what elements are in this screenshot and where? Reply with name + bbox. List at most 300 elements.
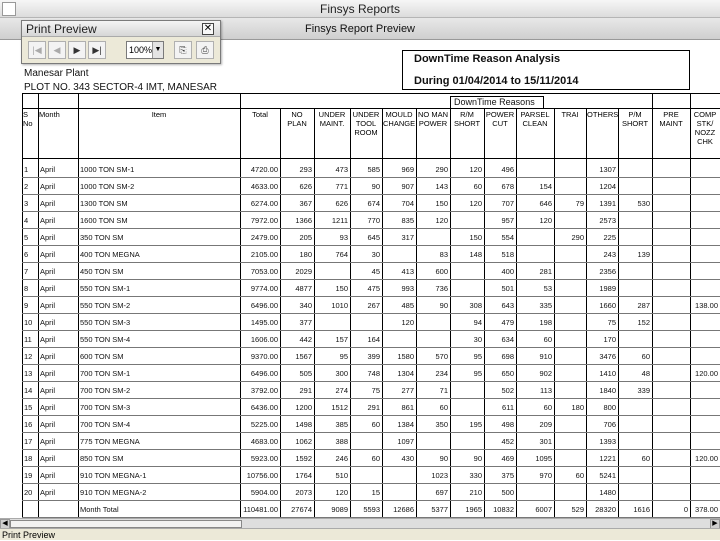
table-cell: 110481.00 (243, 505, 278, 514)
table-cell: 367 (299, 199, 312, 208)
table-cell: 281 (539, 267, 552, 276)
row-divider (22, 483, 720, 484)
column-header: R/M SHORT (453, 110, 481, 128)
company-name: Manesar Plant (24, 68, 89, 79)
table-cell: 95 (339, 352, 348, 361)
table-cell: 287 (637, 301, 650, 310)
table-cell: 430 (401, 454, 414, 463)
table-cell: 1062 (295, 437, 312, 446)
table-cell: 5923.00 (250, 454, 278, 463)
table-cell: 75 (371, 386, 380, 395)
table-cell: April (40, 233, 56, 242)
table-cell: 14 (24, 386, 33, 395)
table-cell: 2105.00 (250, 250, 278, 259)
table-cell: 4683.00 (250, 437, 278, 446)
table-cell: 1498 (295, 420, 312, 429)
table-cell: 646 (539, 199, 552, 208)
company-address: PLOT NO. 343 SECTOR-4 IMT, MANESAR (24, 82, 218, 93)
first-page-icon[interactable]: |◀ (28, 41, 46, 59)
table-cell: 518 (501, 250, 514, 259)
table-cell: 861 (401, 403, 414, 412)
table-cell: 375 (501, 471, 514, 480)
table-cell: 697 (435, 488, 448, 497)
table-cell: April (40, 216, 56, 225)
table-cell: 1660 (599, 301, 616, 310)
table-cell: 30 (371, 250, 380, 259)
table-cell: 501 (501, 284, 514, 293)
table-cell: 335 (539, 301, 552, 310)
report-window-title: Finsys Report Preview (304, 23, 416, 35)
table-cell: 10 (24, 318, 33, 327)
row-divider (22, 364, 720, 365)
table-cell: 1616 (633, 505, 650, 514)
row-divider (22, 296, 720, 297)
group-header: DownTime Reasons (454, 97, 535, 107)
table-cell: 400 (501, 267, 514, 276)
table-cell: 5593 (363, 505, 380, 514)
table-cell: 1495.00 (250, 318, 278, 327)
table-cell: April (40, 335, 56, 344)
table-cell: 8 (24, 284, 29, 293)
table-cell: 139 (637, 250, 650, 259)
table-cell: 1840 (599, 386, 616, 395)
table-cell: 290 (571, 233, 584, 242)
table-cell: 75 (607, 318, 616, 327)
table-cell: 674 (367, 199, 380, 208)
table-cell: 2479.00 (250, 233, 278, 242)
table-cell: 1000 TON SM-1 (80, 165, 135, 174)
table-cell: 148 (469, 250, 482, 259)
table-cell: 1023 (431, 471, 448, 480)
table-cell: 7 (24, 267, 29, 276)
last-page-icon[interactable]: ▶| (88, 41, 106, 59)
table-cell: 1384 (397, 420, 414, 429)
table-cell: 19 (24, 471, 33, 480)
table-cell: 3792.00 (250, 386, 278, 395)
table-cell: 1965 (465, 505, 482, 514)
table-cell: 150 (469, 233, 482, 242)
table-cell: 634 (501, 335, 514, 344)
table-cell: 1606.00 (250, 335, 278, 344)
app-titlebar (0, 0, 720, 18)
column-divider (240, 93, 241, 518)
table-cell: 60 (439, 403, 448, 412)
table-cell: 308 (469, 301, 482, 310)
table-cell: 277 (401, 386, 414, 395)
table-cell: 291 (299, 386, 312, 395)
table-cell: 643 (501, 301, 514, 310)
table-cell: 150 (335, 284, 348, 293)
table-cell: 442 (299, 335, 312, 344)
table-cell: 2 (24, 182, 29, 191)
table-cell: 700 TON SM-1 (80, 369, 131, 378)
table-cell: 170 (603, 335, 616, 344)
table-cell: 340 (299, 301, 312, 310)
table-cell: 113 (540, 386, 552, 395)
table-cell: 600 TON SM (80, 352, 124, 361)
table-cell: 234 (435, 369, 448, 378)
table-cell: 530 (637, 199, 650, 208)
table-cell: 6496.00 (250, 369, 278, 378)
table-cell: 554 (501, 233, 514, 242)
table-cell: 1097 (397, 437, 414, 446)
status-bar (0, 528, 720, 540)
column-header: PARSEL CLEAN (520, 110, 550, 128)
table-cell: 700 TON SM-4 (80, 420, 131, 429)
table-cell: 143 (435, 182, 448, 191)
column-header: PRE MAINT (659, 110, 683, 128)
table-cell: 150 (435, 199, 448, 208)
table-cell: 700 TON SM-3 (80, 403, 131, 412)
table-cell: 120 (469, 165, 482, 174)
table-cell: 7972.00 (250, 216, 278, 225)
table-cell: 10832 (493, 505, 514, 514)
table-cell: 209 (539, 420, 552, 429)
table-cell: 748 (367, 369, 380, 378)
table-cell: 4877 (295, 284, 312, 293)
column-header: MOULD CHANGE (383, 110, 416, 128)
table-cell: 706 (603, 420, 616, 429)
table-cell: April (40, 403, 56, 412)
table-cell: April (40, 182, 56, 191)
table-cell: 5225.00 (250, 420, 278, 429)
column-header: TRAI (561, 110, 579, 119)
table-cell: 910 (539, 352, 552, 361)
row-divider (22, 381, 720, 382)
table-cell: April (40, 250, 56, 259)
table-cell: 15 (371, 488, 380, 497)
table-cell: April (40, 318, 56, 327)
table-cell: April (40, 267, 56, 276)
table-cell: 350 TON SM (80, 233, 124, 242)
row-divider (22, 211, 720, 212)
table-cell: Month Total (80, 505, 119, 514)
table-cell: 413 (401, 267, 414, 276)
zoom-value: 100% (129, 45, 153, 55)
table-cell: 1366 (295, 216, 312, 225)
table-cell: 1200 (295, 403, 312, 412)
row-divider (22, 415, 720, 416)
table-cell: 90 (371, 182, 380, 191)
table-cell: 120 (401, 318, 414, 327)
table-cell: April (40, 386, 56, 395)
table-cell: 90 (439, 301, 448, 310)
column-header: UNDER MAINT. (318, 110, 346, 128)
table-cell: 452 (501, 437, 514, 446)
row-divider (22, 245, 720, 246)
table-cell: 550 TON SM-4 (80, 335, 131, 344)
table-top-border (22, 93, 720, 94)
table-cell: 450 TON SM (80, 267, 124, 276)
table-cell: 479 (501, 318, 514, 327)
table-cell: 400 TON MEGNA (80, 250, 140, 259)
table-cell: 60 (371, 420, 380, 429)
print-icon[interactable]: ⎙ (196, 41, 214, 59)
table-cell: 502 (501, 386, 514, 395)
column-divider (690, 93, 691, 518)
column-divider (38, 93, 39, 518)
table-cell: 850 TON SM (80, 454, 124, 463)
column-header: Item (151, 110, 167, 119)
zoom-select[interactable] (126, 41, 164, 59)
table-cell: 4720.00 (250, 165, 278, 174)
column-header: UNDER TOOL ROOM (352, 110, 380, 137)
table-cell: 12686 (393, 505, 414, 514)
row-divider (22, 313, 720, 314)
table-cell: 969 (401, 165, 414, 174)
app-icon (2, 2, 16, 16)
table-cell: 11 (24, 335, 32, 344)
table-cell: 910 TON MEGNA-2 (80, 488, 147, 497)
table-cell: 180 (571, 403, 584, 412)
table-cell: April (40, 454, 56, 463)
table-cell: April (40, 471, 56, 480)
table-cell: 1095 (535, 454, 552, 463)
table-cell: 907 (401, 182, 414, 191)
table-cell: 53 (543, 284, 552, 293)
table-cell: 60 (641, 352, 650, 361)
table-cell: April (40, 301, 56, 310)
table-cell: 910 TON MEGNA-1 (80, 471, 147, 480)
column-divider (652, 93, 653, 518)
table-cell: 475 (367, 284, 380, 293)
table-cell: 2573 (599, 216, 616, 225)
table-cell: 1592 (295, 454, 312, 463)
column-header: S No (23, 110, 33, 128)
row-divider (22, 177, 720, 178)
table-cell: 1764 (295, 471, 312, 480)
table-cell: 79 (575, 199, 584, 208)
table-cell: 993 (401, 284, 414, 293)
row-divider (22, 262, 720, 263)
chevron-down-icon[interactable]: ▼ (152, 42, 163, 58)
table-cell: 902 (539, 369, 552, 378)
table-cell: 60 (543, 335, 552, 344)
table-cell: 736 (435, 284, 448, 293)
table-cell: 20 (24, 488, 33, 497)
table-cell: 7053.00 (250, 267, 278, 276)
table-cell: 550 TON SM-1 (80, 284, 131, 293)
table-cell: 1 (24, 165, 29, 174)
table-cell: 1204 (599, 182, 616, 191)
table-cell: 650 (501, 369, 514, 378)
table-cell: 1512 (331, 403, 348, 412)
table-cell: 770 (367, 216, 380, 225)
table-cell: 246 (335, 454, 348, 463)
table-cell: 9370.00 (250, 352, 278, 361)
close-icon[interactable]: ✕ (203, 23, 213, 34)
table-cell: 5241 (599, 471, 616, 480)
table-cell: 1221 (599, 454, 616, 463)
column-divider (22, 93, 23, 518)
table-cell: 1410 (599, 369, 616, 378)
header-bottom-border (22, 158, 720, 159)
next-page-icon[interactable]: ▶ (68, 41, 86, 59)
table-cell: 485 (401, 301, 414, 310)
table-cell: April (40, 488, 56, 497)
table-cell: 529 (571, 505, 584, 514)
table-cell: 154 (539, 182, 552, 191)
report-page (0, 40, 720, 518)
table-cell: 16 (24, 420, 33, 429)
table-cell: 30 (473, 335, 482, 344)
table-cell: 27674 (291, 505, 312, 514)
table-cell: 1393 (599, 437, 616, 446)
table-cell: April (40, 165, 56, 174)
table-cell: 293 (299, 165, 312, 174)
table-cell: 510 (335, 471, 348, 480)
print-preview-toolbar[interactable] (21, 20, 221, 64)
table-cell: 120 (335, 488, 348, 497)
table-cell: 585 (367, 165, 380, 174)
table-cell: 611 (502, 403, 514, 412)
table-cell: 267 (367, 301, 380, 310)
table-cell: 707 (501, 199, 514, 208)
row-divider (22, 398, 720, 399)
table-cell: 498 (501, 420, 514, 429)
table-cell: 626 (335, 199, 348, 208)
row-divider (22, 466, 720, 467)
table-cell: 339 (637, 386, 650, 395)
table-cell: 1211 (331, 216, 348, 225)
table-cell: 152 (637, 318, 650, 327)
table-cell: 4633.00 (250, 182, 278, 191)
table-cell: 120 (539, 216, 552, 225)
table-cell: April (40, 420, 56, 429)
column-header: P/M SHORT (621, 110, 649, 128)
column-divider (78, 93, 79, 518)
table-cell: 95 (473, 352, 482, 361)
column-header: NO PLAN (287, 110, 307, 128)
table-cell: 120.00 (695, 454, 718, 463)
table-cell: April (40, 284, 56, 293)
table-cell: 2029 (295, 267, 312, 276)
table-cell: 1010 (331, 301, 348, 310)
row-divider (22, 194, 720, 195)
table-cell: 300 (335, 369, 348, 378)
table-cell: 120 (469, 199, 482, 208)
table-cell: 700 TON SM-2 (80, 386, 131, 395)
table-cell: 1000 TON SM-2 (80, 182, 135, 191)
table-cell: 317 (401, 233, 414, 242)
previous-page-icon[interactable]: ◀ (48, 41, 66, 59)
table-cell: 775 TON MEGNA (80, 437, 140, 446)
table-cell: 83 (439, 250, 448, 259)
table-cell: 225 (603, 233, 616, 242)
table-cell: 5904.00 (250, 488, 278, 497)
table-cell: 90 (439, 454, 448, 463)
row-divider (22, 279, 720, 280)
table-cell: 698 (501, 352, 514, 361)
table-cell: 28320 (595, 505, 616, 514)
scroll-thumb[interactable] (10, 520, 242, 528)
table-cell: 5 (24, 233, 29, 242)
table-cell: 704 (401, 199, 414, 208)
table-cell: 2356 (599, 267, 616, 276)
table-cell: 645 (367, 233, 380, 242)
row-divider (22, 432, 720, 433)
horizontal-scrollbar[interactable] (0, 518, 720, 528)
table-cell: April (40, 352, 56, 361)
table-cell: 60 (575, 471, 584, 480)
table-cell: 95 (473, 369, 482, 378)
table-cell: 60 (641, 454, 650, 463)
table-cell: 957 (501, 216, 514, 225)
table-cell: 15 (24, 403, 33, 412)
app-title: Finsys Reports (319, 2, 401, 16)
table-cell: 388 (335, 437, 348, 446)
table-cell: 385 (335, 420, 348, 429)
table-cell: 771 (335, 182, 348, 191)
table-cell: 138.00 (695, 301, 718, 310)
table-cell: 377 (299, 318, 312, 327)
table-cell: 835 (401, 216, 414, 225)
table-cell: 274 (335, 386, 348, 395)
scroll-left-icon[interactable]: ◀ (0, 519, 10, 529)
row-divider (22, 449, 720, 450)
table-cell: 1567 (295, 352, 312, 361)
table-cell: 1480 (599, 488, 616, 497)
table-cell: 550 TON SM-3 (80, 318, 131, 327)
header-separator (22, 108, 720, 109)
table-cell: 120 (435, 216, 448, 225)
table-cell: 13 (24, 369, 33, 378)
table-cell: 500 (501, 488, 514, 497)
table-cell: 243 (603, 250, 616, 259)
scroll-right-icon[interactable]: ▶ (710, 519, 720, 529)
table-cell: 60 (371, 454, 380, 463)
column-header: POWER CUT (485, 110, 515, 128)
table-cell: 469 (501, 454, 514, 463)
table-cell: 1989 (599, 284, 616, 293)
table-cell: April (40, 437, 56, 446)
table-cell: 301 (539, 437, 552, 446)
table-cell: 10756.00 (246, 471, 278, 480)
table-cell: 626 (299, 182, 312, 191)
table-cell: 9774.00 (250, 284, 278, 293)
row-divider (22, 347, 720, 348)
table-cell: 291 (367, 403, 380, 412)
table-cell: 505 (299, 369, 312, 378)
table-cell: 1300 TON SM (80, 199, 128, 208)
table-cell: 970 (539, 471, 552, 480)
table-cell: 330 (469, 471, 482, 480)
table-cell: 550 TON SM-2 (80, 301, 131, 310)
column-header: NO MAN POWER (418, 110, 448, 128)
column-header: Month (39, 110, 60, 119)
print-preview-title: Print Preview (22, 21, 220, 37)
table-cell: April (40, 199, 56, 208)
table-cell: 290 (435, 165, 448, 174)
export-icon[interactable]: ⎘ (174, 41, 192, 59)
table-cell: 473 (335, 165, 348, 174)
table-cell: 3 (24, 199, 29, 208)
table-cell: 12 (24, 352, 33, 361)
table-cell: 600 (435, 267, 448, 276)
table-cell: 9 (24, 301, 29, 310)
table-cell: 18 (24, 454, 33, 463)
table-cell: 6436.00 (250, 403, 278, 412)
table-cell: 157 (335, 335, 348, 344)
table-cell: 164 (367, 335, 380, 344)
table-cell: 496 (501, 165, 514, 174)
row-divider (22, 228, 720, 229)
table-cell: 198 (539, 318, 552, 327)
table-cell: 1391 (599, 199, 616, 208)
table-cell: 6 (24, 250, 29, 259)
column-header: COMP STK/ NOZZ CHK (693, 110, 717, 146)
column-header: Total (252, 110, 268, 119)
